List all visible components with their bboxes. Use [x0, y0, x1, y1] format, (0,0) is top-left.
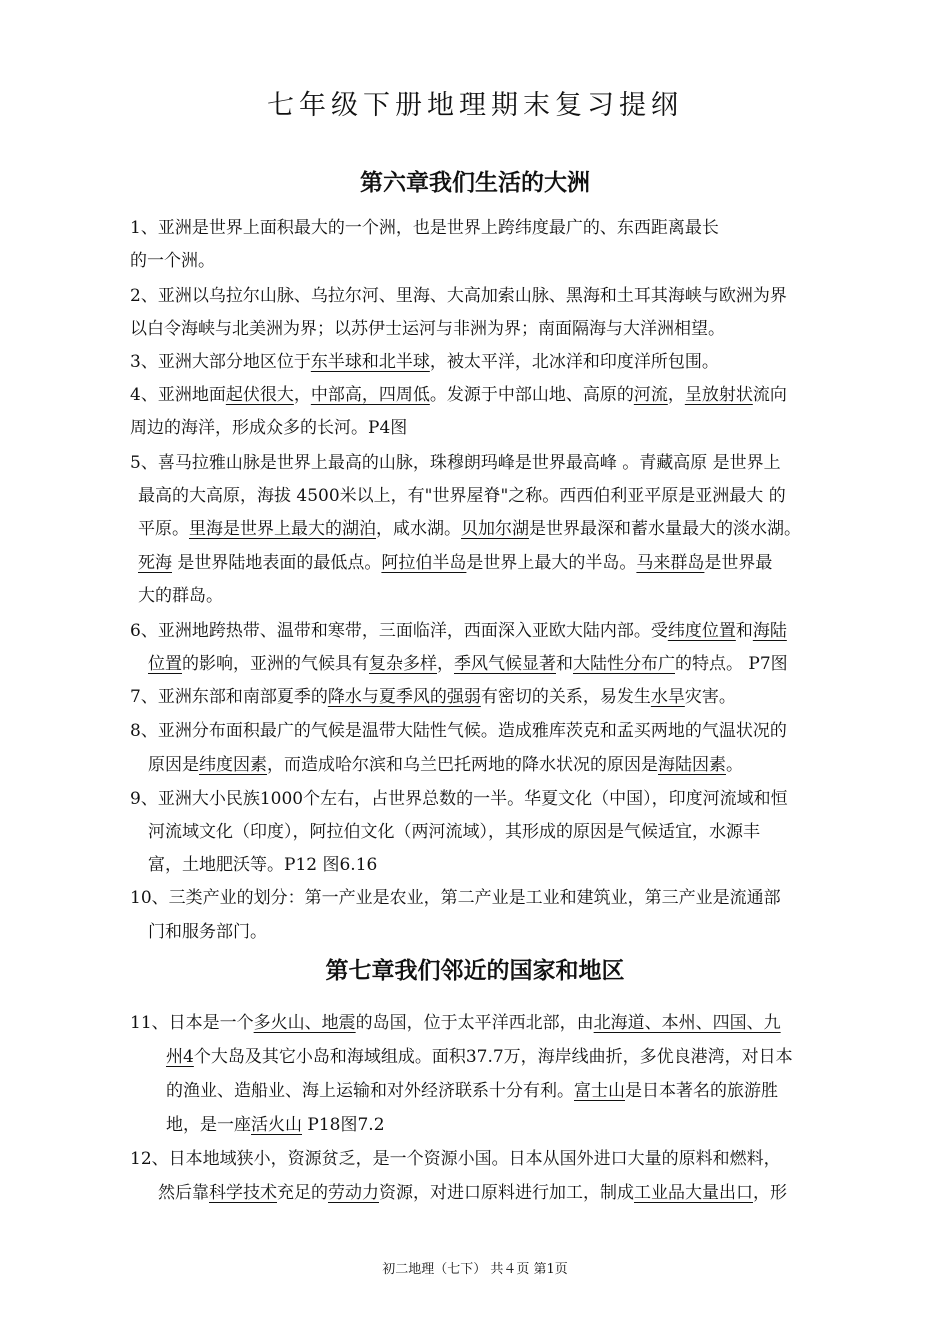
text-line: [130, 448, 781, 478]
text-segment: 有密切的关系，易发生: [480, 687, 651, 707]
underlined-key-term: 复杂多样: [369, 654, 437, 674]
text-line: [130, 380, 787, 410]
text-line: [130, 1144, 781, 1174]
text-line: [148, 850, 377, 880]
underlined-key-term: 水旱: [650, 687, 685, 707]
underlined-key-term: 死海: [138, 553, 172, 573]
text-segment: 5、喜马拉雅山脉是世界上最高的山脉，珠穆朗玛峰是世界最高峰 。青藏高原 是世界上: [130, 453, 781, 473]
underlined-key-term: 中部高，四周低: [310, 385, 430, 405]
text-line: [130, 246, 215, 276]
text-segment: 充足的: [277, 1183, 328, 1203]
text-segment: P18图7.2: [302, 1115, 385, 1135]
text-segment: ，咸水湖。: [376, 519, 461, 539]
text-segment: 的渔业、造船业、海上运输和对外经济联系十分有利。: [166, 1081, 574, 1101]
text-line: [130, 281, 787, 311]
text-segment: 4、亚洲地面: [130, 385, 226, 405]
text-line: [130, 1008, 781, 1038]
underlined-key-term: 呈放射状: [684, 385, 753, 405]
underlined-key-term: 富士山: [574, 1081, 625, 1101]
underlined-key-term: 科学技术: [209, 1183, 277, 1203]
text-line: [130, 314, 725, 344]
text-segment: 平原: [138, 519, 172, 539]
text-line: [130, 347, 719, 377]
text-segment: 是世界最深和蓄水量最大的淡水湖。: [529, 519, 801, 539]
text-line: [138, 581, 223, 611]
text-segment: 和: [556, 654, 573, 674]
underlined-key-term: 活火山: [251, 1115, 302, 1135]
text-segment: 的岛国，位于太平洋西北部，由: [355, 1013, 594, 1033]
text-line: [130, 616, 787, 646]
text-segment: 以白令海峡与北美洲为界；以苏伊士运河与非洲为界；南面隔海与大洋洲相望。: [130, 319, 725, 339]
underlined-key-term: 多火山、地震: [253, 1013, 356, 1033]
text-segment: 周边的海洋，形成众多的长河。P4图: [130, 418, 408, 438]
text-segment: 。: [726, 755, 743, 775]
text-segment: 大的群岛。: [138, 586, 223, 606]
text-segment: 流向: [752, 385, 787, 405]
underlined-key-term: 起伏很大: [225, 385, 294, 405]
text-line: [130, 716, 787, 746]
text-line: [130, 883, 781, 913]
text-line: [130, 413, 407, 443]
underlined-key-term: 劳动力: [328, 1183, 379, 1203]
underlined-key-term: 贝加尔湖: [461, 519, 529, 539]
text-segment: 灾害。: [684, 687, 736, 707]
text-segment: 9、亚洲大小民族1000个左右，占世界总数的一半。华夏文化（中国），印度河流域和恒: [130, 789, 788, 809]
text-segment: 是世界最: [704, 553, 773, 573]
text-segment: 是世界陆地表面的最低点。: [172, 553, 382, 573]
text-segment: 3、亚洲大部分地区位于: [130, 352, 311, 372]
underlined-key-term: 河流: [633, 385, 668, 405]
text-line: [138, 481, 786, 511]
text-segment: 的特点。 P7图: [675, 654, 788, 674]
text-segment: 资源，对进口原料进行加工，制成: [379, 1183, 634, 1203]
text-line: [130, 213, 719, 243]
text-segment: 富，土地肥沃等。P12 图6.16: [148, 855, 378, 875]
underlined-key-term: 东半球和北半球: [310, 352, 430, 372]
underlined-key-term: 季风气候显著: [454, 654, 556, 674]
text-segment: 6、亚洲地跨热带、温带和寒带，三面临洋，西面深入亚欧大陆内部。受: [130, 621, 668, 641]
text-segment: 的一个洲。: [130, 251, 215, 271]
underlined-key-term: 里海是世界上最大的湖泊: [189, 519, 376, 539]
underlined-key-term: 纬度位置: [667, 621, 736, 641]
text-segment: ，: [667, 385, 685, 405]
chapter-6-heading: 第六章我们生活的大洲: [360, 170, 590, 196]
text-segment: 和: [735, 621, 753, 641]
text-segment: 河流域文化（印度），阿拉伯文化（两河流域），其形成的原因是气候适宜，水源丰: [148, 822, 760, 842]
text-line: [148, 917, 267, 947]
text-segment: 原因是: [148, 755, 199, 775]
underlined-key-term: 海陆: [752, 621, 787, 641]
text-line: [166, 1042, 793, 1072]
text-line: [130, 784, 788, 814]
underlined-key-term: 北海道、本州、四国、九: [593, 1013, 781, 1033]
underlined-key-term: 马来群岛: [636, 553, 705, 573]
text-segment: 1、亚洲是世界上面积最大的一个洲，也是世界上跨纬度最广的、东西距离最长: [130, 218, 719, 238]
text-line: [148, 817, 760, 847]
chapter-7-heading: 第七章我们邻近的国家和地区: [325, 958, 625, 984]
text-line: [138, 548, 772, 578]
document-title: 七年级下册地理期末复习提纲: [267, 90, 683, 121]
text-segment: ，: [293, 385, 311, 405]
text-segment: 10、三类产业的划分：第一产业是农业，第二产业是工业和建筑业，第三产业是流通部: [130, 888, 781, 908]
text-segment: 。: [172, 519, 189, 539]
text-line: [138, 514, 801, 544]
text-segment: 7、亚洲东部和南部夏季的: [130, 687, 328, 707]
text-segment: 个大岛及其它小岛和海域组成。面积37.7万，海岸线曲折，多优良港湾，对日本: [193, 1047, 793, 1067]
text-segment: 是日本著名的旅游胜: [625, 1081, 778, 1101]
underlined-key-term: 大陆性分布广: [573, 654, 675, 674]
underlined-key-term: 阿拉伯半岛: [381, 553, 467, 573]
text-line: [148, 750, 743, 780]
text-line: [166, 1076, 778, 1106]
underlined-key-term: 纬度因素: [199, 755, 267, 775]
underlined-key-term: 海陆因素: [658, 755, 726, 775]
text-segment: 门和服务部门。: [148, 922, 267, 942]
text-segment: 然后靠: [158, 1183, 209, 1203]
text-segment: 地，是一座: [166, 1115, 251, 1135]
text-segment: 12、日本地域狭小，资源贫乏，是一个资源小国。日本从国外进口大量的原料和燃料，: [130, 1149, 781, 1169]
text-segment: ，: [437, 654, 454, 674]
text-segment: 是世界上最大的半岛。: [466, 553, 637, 573]
text-segment: ，形: [753, 1183, 787, 1203]
underlined-key-term: 位置: [148, 654, 182, 674]
page-footer: 初二地理（七下） 共４页 第1页: [382, 1262, 568, 1277]
underlined-key-term: 降水与夏季风的强弱: [327, 687, 481, 707]
text-segment: 11、日本是一个: [130, 1013, 254, 1033]
text-segment: ，被太平洋，北冰洋和印度洋所包围。: [429, 352, 719, 372]
text-line: [158, 1178, 787, 1208]
text-line: [166, 1110, 385, 1140]
text-segment: 8、亚洲分布面积最广的气候是温带大陆性气候。造成雅库茨克和孟买两地的气温状况的: [130, 721, 787, 741]
text-line: [148, 649, 788, 679]
text-line: [130, 682, 736, 712]
text-segment: 。发源于中部山地、高原的: [429, 385, 634, 405]
text-segment: 的影响，亚洲的气候具有: [182, 654, 369, 674]
underlined-key-term: 州4: [166, 1047, 194, 1067]
underlined-key-term: 工业品大量出口: [634, 1183, 753, 1203]
text-segment: 最高的大高原，海拔 4500米以上，有"世界屋脊"之称。西西伯利亚平原是亚洲最大 的: [138, 486, 786, 506]
text-segment: ，而造成哈尔滨和乌兰巴托两地的降水状况的原因是: [267, 755, 658, 775]
text-segment: 2、亚洲以乌拉尔山脉、乌拉尔河、里海、大高加索山脉、黑海和土耳其海峡与欧洲为界: [130, 286, 787, 306]
